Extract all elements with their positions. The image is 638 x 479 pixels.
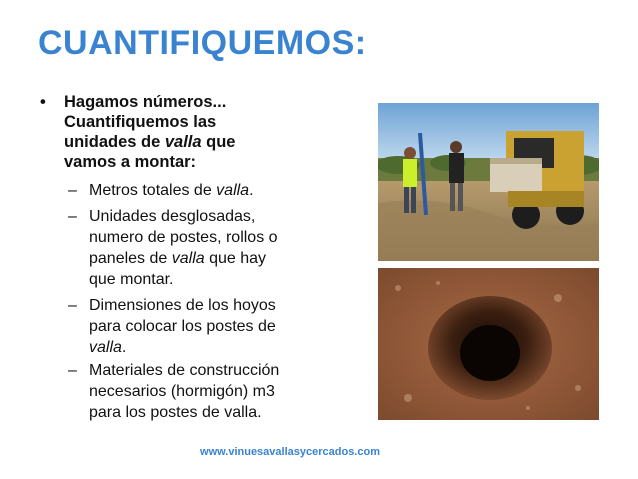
line-text: que hay bbox=[204, 250, 267, 267]
line-text: vamos a montar: bbox=[64, 153, 197, 171]
line-text: Cuantifiquemos las bbox=[64, 113, 217, 131]
line-text: para colocar los postes de bbox=[89, 318, 276, 335]
line-text: paneles de bbox=[89, 250, 172, 267]
line-text: numero de postes, rollos o bbox=[89, 229, 278, 246]
text-line bbox=[89, 360, 329, 381]
slide-title: CUANTIFIQUEMOS: bbox=[38, 24, 367, 62]
line-text: unidades de bbox=[64, 133, 165, 151]
line-text: . bbox=[249, 182, 254, 199]
sub-bullet-dash: – bbox=[68, 182, 77, 199]
line-text: Materiales de construcción bbox=[89, 362, 280, 379]
line-text: Hagamos números... bbox=[64, 93, 227, 111]
line-text: Metros totales de bbox=[89, 182, 217, 199]
emphasized-word: valla bbox=[216, 182, 250, 199]
main-bullet-text bbox=[64, 92, 324, 172]
text-line bbox=[89, 206, 329, 227]
line-text: necesarios (hormigón) m3 bbox=[89, 383, 275, 400]
line-text: Unidades desglosadas, bbox=[89, 208, 256, 225]
emphasized-word: valla bbox=[164, 133, 202, 151]
line-text: que montar. bbox=[89, 271, 174, 288]
text-line bbox=[64, 112, 324, 132]
line-text: . bbox=[121, 339, 127, 356]
footer-url: www.vinuesavallasycercados.com bbox=[200, 446, 380, 458]
text-line bbox=[89, 180, 329, 201]
sub-bullet-dash: – bbox=[68, 208, 77, 225]
line-text: Dimensiones de los hoyos bbox=[89, 297, 276, 314]
emphasized-word: valla bbox=[171, 250, 205, 267]
text-line bbox=[89, 269, 329, 290]
sub-bullet-text bbox=[89, 206, 329, 290]
text-line bbox=[89, 316, 329, 337]
text-line bbox=[64, 132, 324, 152]
emphasized-word: valla bbox=[89, 339, 122, 356]
sub-bullet-text bbox=[89, 180, 329, 201]
line-text: para los postes de valla. bbox=[89, 404, 262, 421]
text-line bbox=[64, 92, 324, 112]
workers-with-machine-photo bbox=[378, 103, 599, 261]
text-line bbox=[89, 381, 329, 402]
text-line bbox=[89, 402, 329, 423]
line-text: que bbox=[201, 133, 236, 151]
sub-bullet-dash: – bbox=[68, 362, 77, 379]
text-line bbox=[89, 337, 329, 358]
bullet-dot: • bbox=[40, 93, 46, 111]
sub-bullet-text bbox=[89, 360, 329, 423]
text-line bbox=[89, 227, 329, 248]
text-line bbox=[89, 248, 329, 269]
sub-bullet-text bbox=[89, 295, 329, 358]
text-line bbox=[89, 295, 329, 316]
dug-hole-photo bbox=[378, 268, 599, 420]
sub-bullet-dash: – bbox=[68, 297, 77, 314]
text-line bbox=[64, 152, 324, 172]
